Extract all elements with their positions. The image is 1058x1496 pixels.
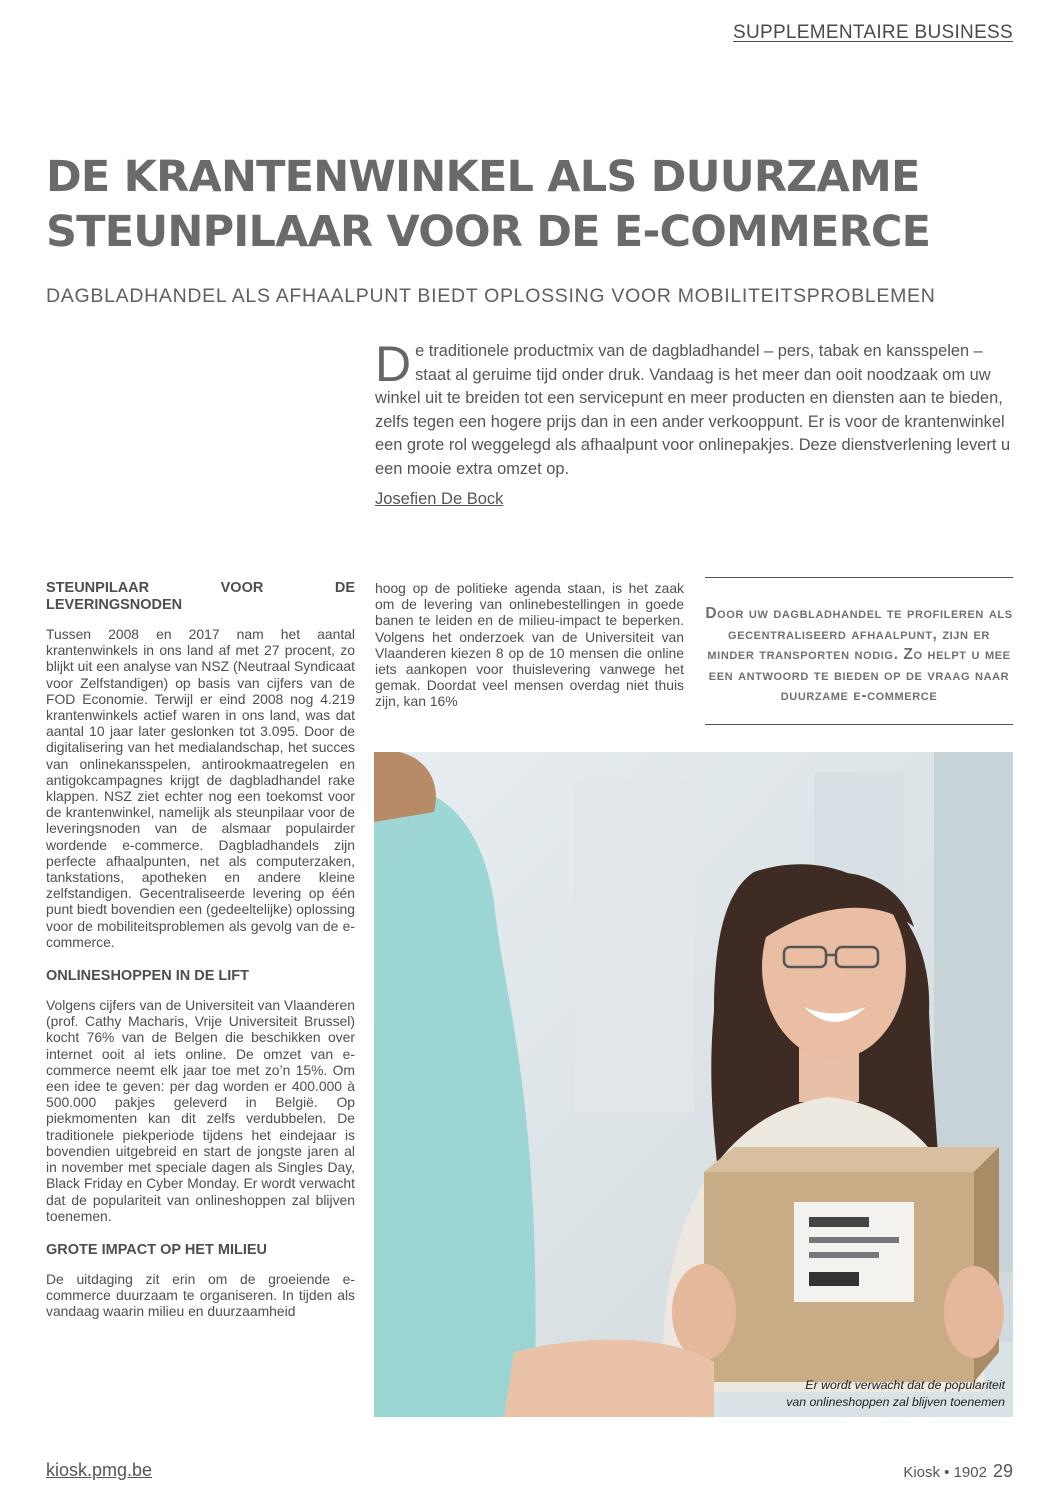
article-photo xyxy=(374,752,1013,1417)
article-subtitle: DAGBLADHANDEL ALS AFHAALPUNT BIEDT OPLOSSING VOOR MOBILITEITSPROBLEMEN xyxy=(46,285,936,307)
section-label: SUPPLEMENTAIRE BUSINESS xyxy=(732,22,1013,43)
photo-illustration xyxy=(374,752,1013,1417)
section-heading: ONLINESHOPPEN IN DE LIFT xyxy=(46,968,250,985)
column-2 xyxy=(375,580,684,728)
article-intro xyxy=(375,336,1015,481)
caption-line: Er wordt verwacht dat de populariteit xyxy=(805,1378,1005,1392)
caption-line: van onlineshoppen zal blijven toenemen xyxy=(786,1395,1005,1409)
section-body: De uitdaging zit erin om de groeiende e-commerce duurzaam te organiseren. In tijden als vandaag waarin milieu en duurzaamheid xyxy=(46,1270,355,1320)
section-heading: GROTE IMPACT OP HET MILIEU xyxy=(46,1241,267,1258)
drop-cap: D xyxy=(375,336,412,392)
section-body: Tussen 2008 en 2017 nam het aantal krantenwinkels in ons land af met 27 procent, zo blijkt uit een analyse van NSZ (Neutraal Syndicaat voor Zelfstandigen) op basis van cijfers van de FOD Economie. Terwijl er eind 2008 nog 4.219 krantenwinkels actief waren in ons land, was dat aantal 10 jaar later geslonken tot 3.095. Door de digitalisering van het medialandschap, het succes van onlinekansspelen, antirookmaatregelen en antigokcampagnes krijgt de dagbladhandel rake klappen. NSZ ziet echter nog een toekomst voor de krantenwinkel, namelijk als steunpilaar voor de leveringsnoden van de alsmaar populairder wordende e-commerce. Dagbladhandels zijn perfecte afhaalpunten, net als computerzaken, tankstations, apotheken en andere kleine zelfstandigen. Gecentraliseerde levering op één punt biedt bovendien een (gedeeltelijke) oplossing voor de mobiliteitsproblemen als gevolg van de e-commerce. xyxy=(46,626,355,950)
intro-text: e traditionele productmix van de dagbladhandel – pers, tabak en kansspelen – staat al geruime tijd onder druk. Vandaag is het meer dan ooit noodzaak om uw winkel uit te breiden tot een servicepunt en meer producten en diensten aan te bieden, zelfs tegen een hogere prijs dan in een ander verkooppunt. Er is voor de krantenwinkel een grote rol weggelegd als afhaalpunt voor onlinepakjes. Deze dienstverlening levert u een mooie extra omzet op. xyxy=(375,342,1011,478)
section-body: Volgens cijfers van de Universiteit van Vlaanderen (prof. Cathy Macharis, Vrije Universiteit Brussel) kocht 76% van de Belgen die beschikken over internet ooit al iets online. De omzet van e-commerce neemt elk jaar toe met zo’n 15%. Om een idee te geven: per dag worden er 400.000 à 500.000 pakjes geleverd in België. Op piekmomenten kan dit zelfs verdubbelen. De traditionele piekperiode tijdens het eindejaar is bovendien uitgebreid en start de jongste jaren al in november met speciale dagen als Singles Day, Black Friday en Cyber Monday. Er wordt verwacht dat de populariteit van onlineshoppen zal blijven toenemen. xyxy=(46,997,355,1224)
issue-label: Kiosk • 1902 xyxy=(903,1464,987,1481)
pull-quote xyxy=(705,577,1013,725)
article-title: DE KRANTENWINKEL ALS DUURZAME STEUNPILAAR VOOR DE E-COMMERCE xyxy=(46,152,931,257)
section-heading: STEUNPILAAR VOOR DE LEVERINGSNODEN xyxy=(46,580,355,613)
pull-quote-text: Door uw dagbladhandel te profileren als gecentraliseerd afhaalpunt, zijn er minder transporten nodig. Zo helpt u mee een antwoord te bieden op de vraag naar duurzame e-commerce xyxy=(705,605,1013,704)
footer-issue xyxy=(903,1461,1013,1482)
column-2-text: hoog op de politieke agenda staan, is het zaak om de levering van onlinebestellingen in goede banen te leiden en de milieu-impact te beperken. Volgens het onderzoek van de Universiteit van Vlaanderen kiezen 8 op de 10 mensen die online iets aankopen voor thuislevering vanwege het gemak. Doordat veel mensen overdag niet thuis zijn, kan 16% xyxy=(375,580,684,710)
page-number: 29 xyxy=(992,1461,1013,1481)
column-1 xyxy=(46,580,355,1338)
author-byline: Josefien De Bock xyxy=(375,490,504,508)
footer-website-link[interactable]: kiosk.pmg.be xyxy=(46,1460,153,1480)
photo-caption xyxy=(786,1377,1005,1411)
